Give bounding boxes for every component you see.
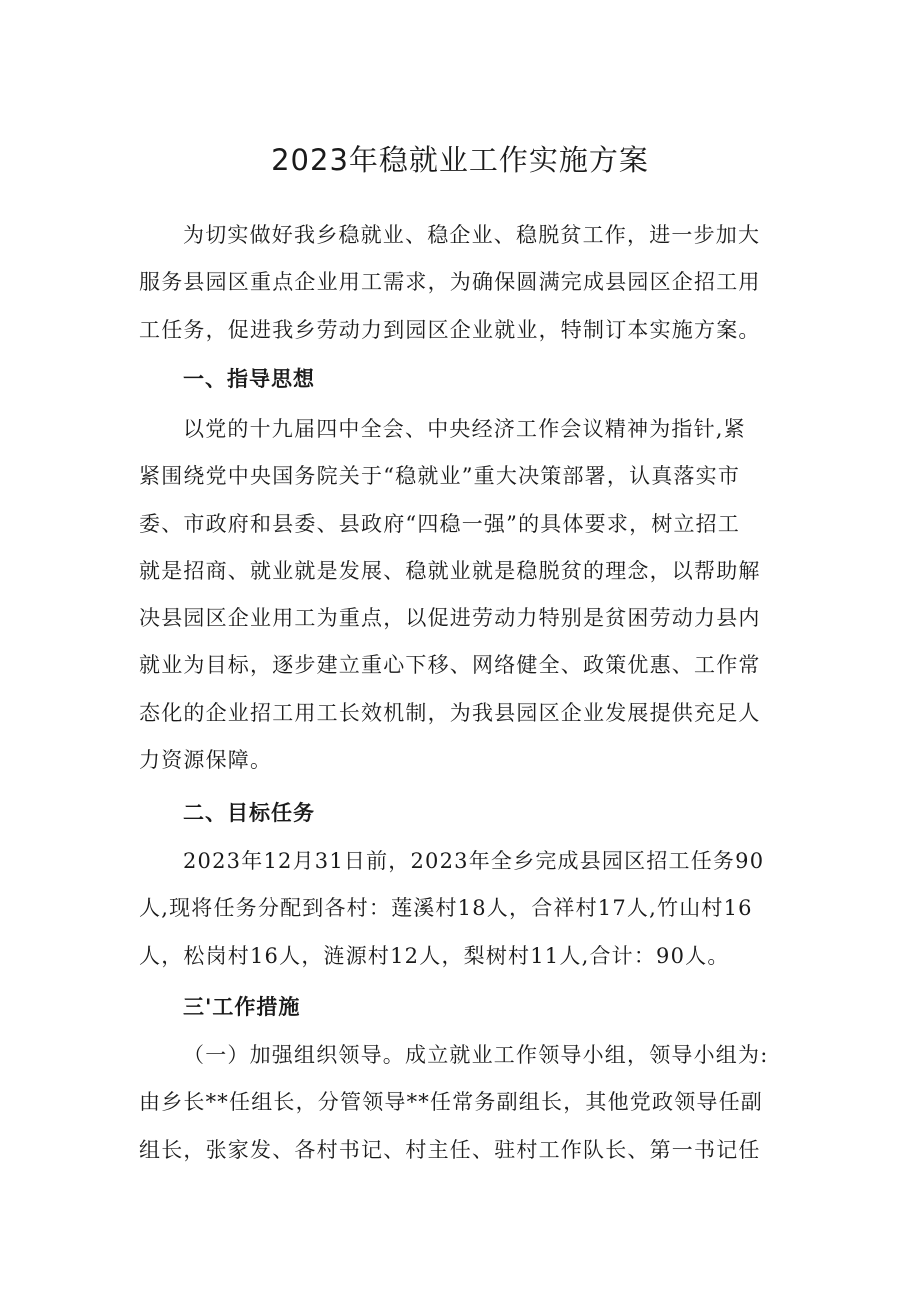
paragraph-line: 以党的十九届四中全会、中央经济工作会议精神为指针,紧 bbox=[183, 417, 746, 441]
section-heading-guiding-ideology: 一、指导思想 bbox=[183, 367, 315, 391]
paragraph-line: 组长，张家发、各村书记、村主任、驻村工作队长、第一书记任 bbox=[139, 1137, 761, 1162]
paragraph-line: 态化的企业招工用工长效机制，为我县园区企业发展提供充足人 bbox=[139, 700, 761, 725]
paragraph-line: 紧围绕党中央国务院关于“稳就业”重大决策部署，认真落实市 bbox=[139, 464, 741, 489]
intro-paragraph bbox=[139, 212, 789, 354]
paragraph-line: 力资源保障。 bbox=[139, 748, 273, 773]
paragraph-line: 工任务，促进我乡劳动力到园区企业就业，特制订本实施方案。 bbox=[139, 317, 761, 342]
paragraph-line: 委、市政府和县委、县政府“四稳一强”的具体要求，树立招工 bbox=[139, 511, 741, 536]
document-title: 2023年稳就业工作实施方案 bbox=[271, 143, 649, 177]
paragraph-line: 决县园区企业用工为重点，以促进劳动力特别是贫困劳动力县内 bbox=[139, 606, 761, 631]
section-guiding-ideology-paragraph bbox=[139, 406, 789, 784]
paragraph-line: 2023年12月31日前，2023年全乡完成县园区招工任务90 bbox=[183, 849, 765, 873]
paragraph-line: 人,现将任务分配到各村：莲溪村18人，合祥村17人,竹山村16 bbox=[139, 896, 753, 921]
section-heading-work-measures: 三'工作措施 bbox=[183, 995, 301, 1019]
section-work-measures-paragraph bbox=[139, 1032, 789, 1174]
paragraph-line: 人，松岗村16人，涟源村12人，梨树村11人,合计：90人。 bbox=[139, 943, 730, 968]
section-target-tasks-paragraph bbox=[139, 838, 789, 980]
paragraph-line: 就是招商、就业就是发展、稳就业就是稳脱贫的理念，以帮助解 bbox=[139, 558, 761, 583]
section-heading-target-tasks: 二、目标任务 bbox=[183, 801, 315, 825]
paragraph-line: 服务县园区重点企业用工需求，为确保圆满完成县园区企招工用 bbox=[139, 270, 761, 295]
paragraph-line: 由乡长**任组长，分管领导**任常务副组长，其他党政领导任副 bbox=[139, 1090, 763, 1115]
paragraph-line: （一）加强组织领导。成立就业工作领导小组，领导小组为: bbox=[183, 1043, 769, 1067]
paragraph-line: 为切实做好我乡稳就业、稳企业、稳脱贫工作，进一步加大 bbox=[183, 223, 761, 247]
paragraph-line: 就业为目标，逐步建立重心下移、网络健全、政策优惠、工作常 bbox=[139, 653, 761, 678]
